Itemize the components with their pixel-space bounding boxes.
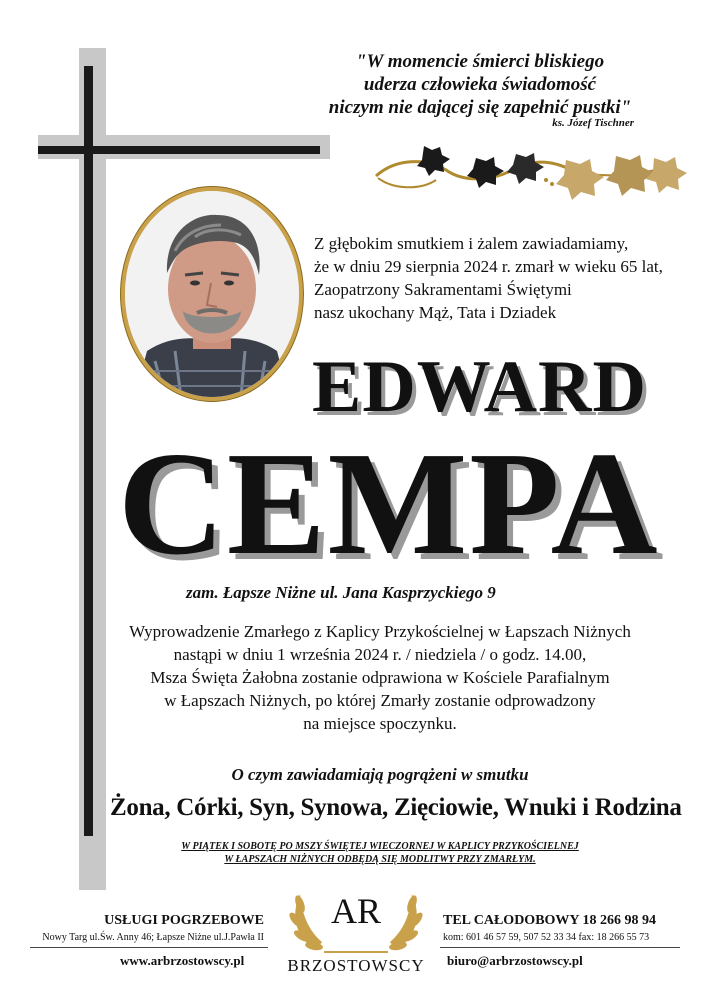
footer-divider xyxy=(440,947,680,948)
phone-details: kom: 601 46 57 59, 507 52 33 34 fax: 18 266 55 73 xyxy=(443,932,650,943)
deceased-address: zam. Łapsze Niżne ul. Jana Kasprzyckiego 9 xyxy=(186,583,496,602)
laurel-wreath-logo xyxy=(276,880,436,980)
intro-line: nasz ukochany Mąż, Tata i Dziadek xyxy=(314,303,557,322)
intro-line: że w dniu 29 sierpnia 2024 r. zmarł w wieku 65 lat, xyxy=(314,257,663,276)
contact-info xyxy=(443,913,656,943)
deceased-first-name: EDWARD xyxy=(312,346,647,428)
logo-initials: AR xyxy=(330,891,381,931)
email-link[interactable]: biuro@arbrzostowscy.pl xyxy=(447,953,583,968)
website-link[interactable]: www.arbrzostowscy.pl xyxy=(120,953,245,968)
ceremony-line: na miejsce spoczynku. xyxy=(303,714,457,733)
portrait-photo xyxy=(125,191,299,397)
prayers-notice xyxy=(140,840,620,866)
ceremony-line: Wyprowadzenie Zmarłego z Kaplicy Przykościelnej w Łapszach Niżnych xyxy=(129,622,631,641)
ceremony-line: w Łapszach Niżnych, po której Zmarły zostanie odprowadzony xyxy=(164,691,596,710)
mourners-intro: O czym zawiadamiają pogrążeni w smutku xyxy=(231,765,529,784)
quote-line: uderza człowieka świadomość xyxy=(363,74,597,95)
intro-line: Zaopatrzony Sakramentami Świętymi xyxy=(314,280,572,299)
phone-title: TEL CAŁODOBOWY 18 266 98 94 xyxy=(443,913,657,928)
intro-line: Z głębokim smutkiem i żalem zawiadamiamy, xyxy=(314,234,629,253)
ceremony-line: nastąpi w dniu 1 września 2024 r. / niedziela / o godz. 14.00, xyxy=(173,645,587,664)
ceremony-details xyxy=(100,620,660,735)
quote-line: niczym nie dającej się zapełnić pustki" xyxy=(328,97,632,118)
footer-divider xyxy=(30,947,268,948)
family-list: Żona, Córki, Syn, Synowa, Zięciowie, Wnuki i Rodzina xyxy=(110,794,682,821)
deceased-last-name: CEMPA xyxy=(118,422,660,586)
logo-name: BRZOSTOWSCY xyxy=(287,956,425,975)
quote-line: "W momencie śmierci bliskiego xyxy=(355,51,605,72)
funeral-services-info xyxy=(22,913,264,943)
services-title: USŁUGI POGRZEBOWE xyxy=(104,913,264,928)
grape-vine-ornament-icon xyxy=(366,140,696,206)
portrait-photo-frame xyxy=(121,187,303,401)
announcement-intro xyxy=(314,232,663,324)
prayers-line: W PIĄTEK I SOBOTĘ PO MSZY ŚWIĘTEJ WIECZORNEJ W KAPLICY PRZYKOŚCIELNEJ xyxy=(181,841,579,852)
services-address: Nowy Targ ul.Św. Anny 46; Łapsze Niżne ul.J.Pawła II xyxy=(42,932,264,943)
quote xyxy=(270,50,690,119)
ceremony-line: Msza Święta Żałobna zostanie odprawiona w Kościele Parafialnym xyxy=(150,668,610,687)
quote-author: ks. Józef Tischner xyxy=(552,117,634,129)
prayers-line: W ŁAPSZACH NIŻNYCH ODBĘDĄ SIĘ MODLITWY PRZY ZMARŁYM. xyxy=(224,854,536,865)
